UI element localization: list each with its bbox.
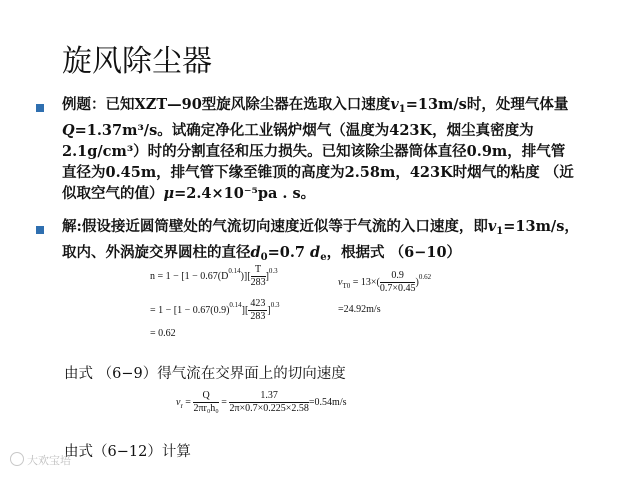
- bullet-marker: [36, 226, 44, 234]
- example-line-2: Q=1.37m³/s。试确定净化工业锅炉烟气（温度为423K，烟尘真密度为: [62, 122, 534, 139]
- equation-vr-line: $v_r$ = $\frac{Q}{\text{2πr₀h₀}}$ = $\frac{1.37}{2\pi\times 0.7\times 0.225\times 2.58}$ =0.54m/s: [176, 390, 347, 414]
- page-title: 旋风除尘器: [62, 44, 212, 79]
- equation-n-line-2: = $1 - [1 - 0.67(0.9)^{0.14}]$[ $\frac{423}{283}$ ]$^{0.3}$: [150, 298, 280, 322]
- watermark: 大欢宝培: [10, 452, 71, 468]
- solution-line-1: 解:假设接近圆筒壁处的气流切向速度近似等于气流的入口速度，即$v_1=13m/s$，: [62, 218, 579, 237]
- equation-n-line-1: $n = 1 - [1 - 0.67(D^{0.14})]$[ $\frac{T}{283}$ ]$^{0.3}$: [150, 264, 278, 288]
- equation-vt0-result: =24.92m/s: [338, 304, 381, 315]
- equation-n-line-3: = 0.62: [150, 328, 176, 339]
- equation-vt0-line-1: $v_{T0} = 13\times$( $\frac{0.9}{0.7\times 0.45}$ )$^{0.62}$: [338, 270, 432, 294]
- solution-line-2: 取内、外涡旋交界圆柱的直径$d_0=0.7$ $d_e$，根据式 （6−10）: [62, 244, 462, 263]
- text-formula-6-12: 由式（6−12）计算: [64, 444, 191, 460]
- solution-paragraph: [62, 216, 579, 268]
- example-line-5: 似取空气的值）μ=2.4×10⁻⁵pa . s。: [62, 185, 316, 202]
- watermark-logo-icon: [10, 452, 24, 466]
- example-line-4: 直径为0.45m，排气管下缘至锥顶的高度为2.58m，423K时烟气的粘度 （近: [62, 164, 574, 181]
- example-line-3: 2.1g/cm³）时的分割直径和压力损失。已知该除尘器筒体直径0.9m，排气管: [62, 143, 566, 160]
- text-formula-6-9: 由式 （6−9）得气流在交界面上的切向速度: [64, 366, 346, 382]
- bullet-marker: [36, 104, 44, 112]
- example-line-1: 例题：已知XZT—90型旋风除尘器在选取入口速度$v_1=13m/s$时，处理气体量: [62, 96, 569, 115]
- example-paragraph: [62, 94, 574, 204]
